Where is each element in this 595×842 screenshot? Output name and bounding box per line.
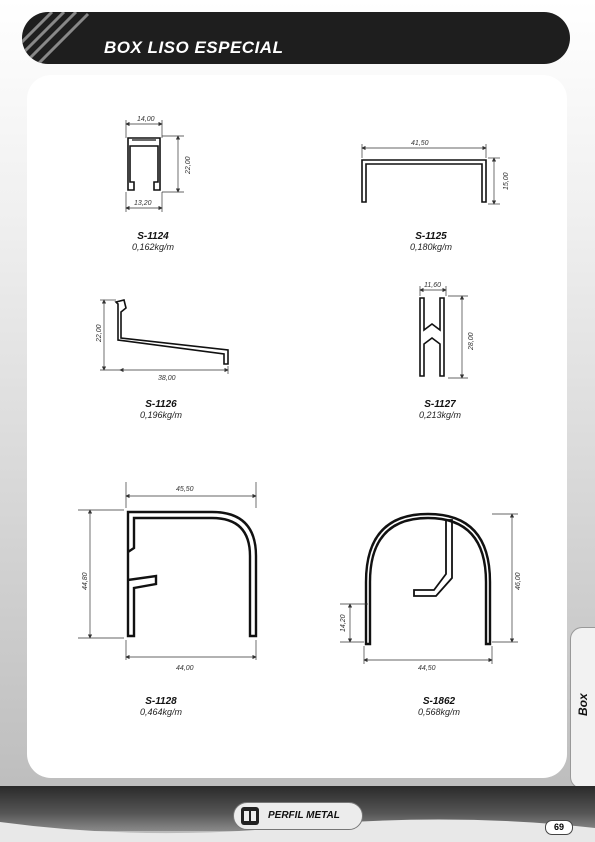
brand-logo[interactable] [233, 802, 363, 830]
perfil-metal-logo-icon [240, 806, 260, 826]
dim-label: 13,20 [134, 200, 152, 207]
dim-label: 44,80 [82, 572, 89, 590]
page-title: BOX LISO ESPECIAL [104, 38, 284, 57]
side-tab-label: Box [576, 693, 590, 716]
profile-weight: 0,196kg/m [139, 410, 183, 420]
brand-name: PERFIL METAL [268, 810, 340, 821]
dim-label: 41,50 [411, 140, 429, 147]
profile-code: S-1862 [422, 696, 456, 707]
dim-label: 14,20 [340, 614, 347, 632]
profile-weight: 0,162kg/m [131, 242, 175, 252]
dim-label: 11,60 [424, 282, 441, 289]
profile-weight: 0,464kg/m [139, 707, 183, 717]
profile-caption [101, 399, 221, 420]
dim-label: 38,00 [158, 375, 176, 382]
dim-label: 14,00 [137, 116, 155, 123]
content-panel [27, 75, 567, 778]
profile-code: S-1124 [137, 231, 169, 242]
profile-code: S-1128 [145, 696, 177, 707]
page-number: 69 [545, 820, 573, 835]
profile-weight: 0,213kg/m [418, 410, 462, 420]
profile-caption [93, 231, 213, 252]
dim-label: 45,50 [176, 486, 194, 493]
dim-label: 44,50 [418, 665, 436, 672]
profile-weight: 0,568kg/m [417, 707, 461, 717]
dim-label: 46,00 [515, 572, 522, 590]
profile-caption [379, 696, 499, 717]
dim-label: 22,00 [185, 156, 192, 174]
profile-code: S-1127 [424, 399, 456, 410]
dim-label: 28,00 [468, 332, 475, 350]
dim-label: 44,00 [176, 665, 194, 672]
profile-caption [380, 399, 500, 420]
profile-caption [101, 696, 221, 717]
profile-code: S-1125 [415, 231, 447, 242]
profile-code: S-1126 [145, 399, 177, 410]
profile-weight: 0,180kg/m [409, 242, 453, 252]
header-stripes-decoration [22, 12, 92, 64]
profile-caption [371, 231, 491, 252]
dim-label: 15,00 [503, 172, 510, 190]
dim-label: 22,00 [96, 324, 103, 342]
header-bar [22, 12, 570, 64]
